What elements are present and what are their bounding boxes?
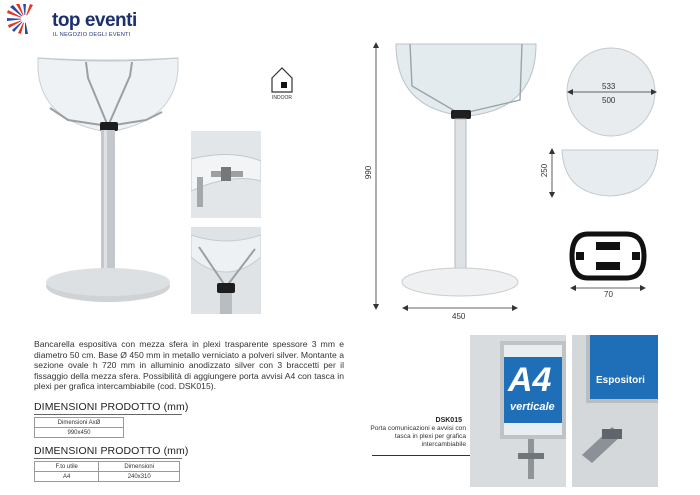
accessory-sign-big: A4 (508, 361, 552, 399)
accessory-photo-main (470, 335, 566, 487)
spec1-header: Dimensioni AxØ (35, 418, 124, 428)
sphere-side-view (540, 146, 660, 198)
sphere-top-view (562, 44, 662, 140)
accessory-photo-detail (572, 335, 658, 487)
profile-dimension: 70 (604, 290, 613, 299)
spec2-value-format: A4 (35, 472, 99, 482)
sphere-inner-dimension: 500 (602, 96, 616, 105)
spec2-title: DIMENSIONI PRODOTTO (mm) (34, 445, 189, 457)
brand-logo (6, 4, 166, 38)
house-indoor-icon (268, 64, 296, 94)
accessory-description: Porta comunicazioni e avvisi con tasca in plexi per grafica intercambiabile (370, 425, 466, 448)
indoor-label: INDOOR (272, 95, 292, 101)
spec2-divider (34, 458, 182, 459)
pole-profile (566, 228, 652, 300)
sphere-depth-dimension: 250 (540, 163, 550, 178)
accessory-leader-line (372, 455, 482, 456)
spec1-value: 990x450 (35, 428, 124, 438)
accessory-sign-small: verticale (510, 401, 555, 413)
detail-photo-top (191, 131, 261, 218)
spec2-table (34, 461, 180, 482)
brand-name: top eventi (52, 10, 137, 31)
sunburst-logo-icon (6, 4, 48, 34)
spec2-value-dimensions: 240x310 (99, 472, 180, 482)
brand-tagline: IL NEGOZIO DEGLI EVENTI (53, 32, 131, 38)
detail-photo-bottom (191, 227, 261, 314)
technical-drawing (360, 38, 540, 320)
spec1-title: DIMENSIONI PRODOTTO (mm) (34, 401, 189, 413)
spec2-header-format: F.to utile (35, 462, 99, 472)
accessory-code: DSK015 (435, 417, 462, 424)
spec2-header-dimensions: Dimensioni (99, 462, 180, 472)
base-dimension: 450 (452, 312, 466, 321)
spec1-divider (34, 414, 182, 415)
sphere-outer-dimension: 533 (602, 82, 616, 91)
height-dimension: 990 (364, 165, 374, 180)
product-description: Bancarella espositiva con mezza sfera in plexi trasparente spessore 3 mm e diametro 50 cm. Base Ø 450 mm in metallo verniciato a polveri silver. Montante a sezione ovale h 720 mm in alluminio anodizzato silver con 3 braccetti per il fissaggio della mezza sfera. Possibilità di aggiungere porta avvisi A4 con tasca in plexi per grafica intercambiabile (cod. DSK015). (34, 339, 344, 392)
indoor-badge (268, 64, 298, 104)
product-photo (28, 50, 188, 320)
spec1-table (34, 417, 124, 438)
accessory-banner: Espositori (596, 375, 645, 386)
